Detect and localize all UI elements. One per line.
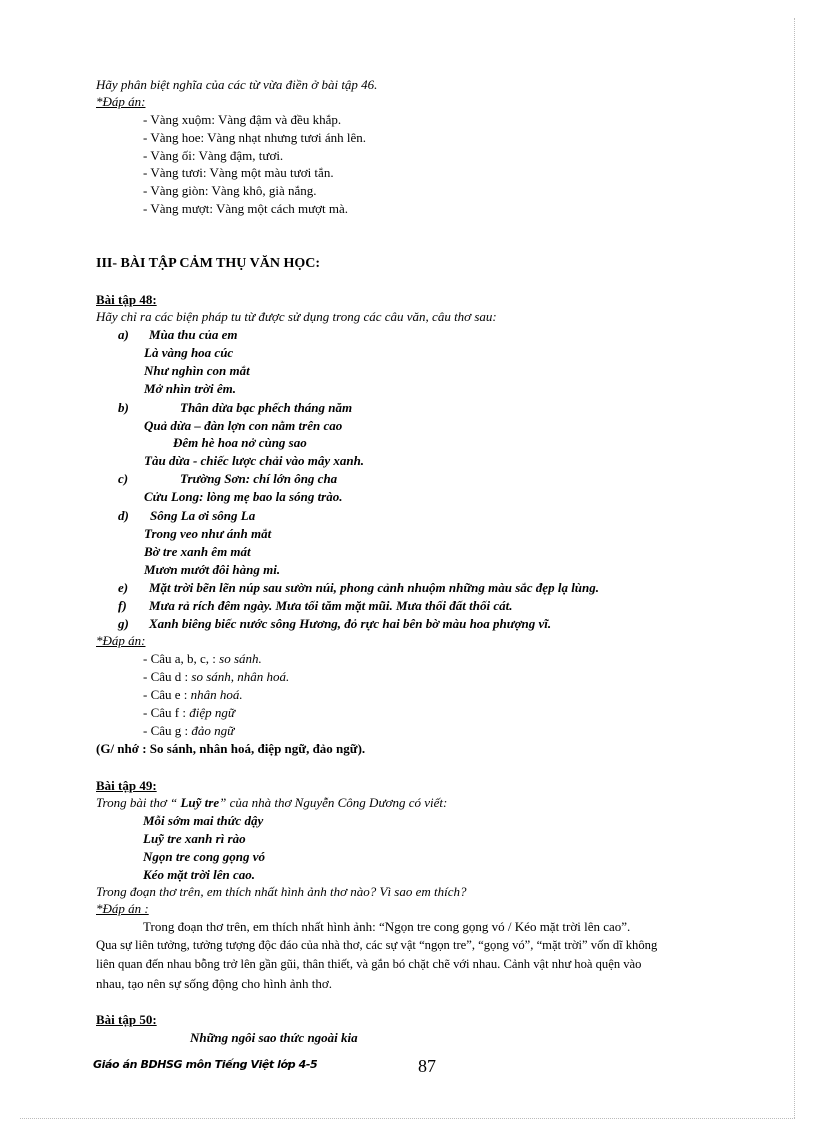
ex49-question: Trong đoạn thơ trên, em thích nhất hình ảnh thơ nào? Vì sao em thích? <box>96 884 467 899</box>
ex49-answer-line: liên quan đến nhau bỗng trở lên gần gũi, thân thiết, và gắn bó chặt chẽ với nhau. Cảnh vật như hoà quện vào <box>96 957 642 971</box>
poem-line: Mươn mướt đôi hàng mi. <box>144 562 281 577</box>
ex49-prompt: Trong bài thơ “ Luỹ tre” của nhà thơ Nguyễn Công Dương có viết: <box>96 795 448 810</box>
poem-line: Đêm hè hoa nở cùng sao <box>173 435 307 450</box>
intro-answer-item: - Vàng mượt: Vàng một cách mượt mà. <box>143 201 348 216</box>
poem-line: Như nghìn con mắt <box>144 363 250 378</box>
poem-line: Ngọn tre cong gọng vó <box>143 849 266 864</box>
ex48-label-a: a) <box>118 327 129 342</box>
poem-line: Tàu dừa - chiếc lược chải vào mây xanh. <box>144 453 365 468</box>
ex49-answer-line: Qua sự liên tưởng, tưởng tượng độc đáo của nhà thơ, các sự vật “ngọn tre”, “gọng vó”, “mặt trời” vốn dĩ không <box>96 938 658 952</box>
ex50-title: Bài tập 50: <box>96 1012 157 1027</box>
ex48-label-b: b) <box>118 400 129 415</box>
intro-answer-item: - Vàng ối: Vàng đậm, tươi. <box>143 148 284 163</box>
ex48-answer: - Câu a, b, c, : so sánh. <box>143 651 262 666</box>
page-border-right <box>794 18 795 1118</box>
poem-line: Kéo mặt trời lên cao. <box>143 867 256 882</box>
ex48-answer: - Câu d : so sánh, nhân hoá. <box>143 669 290 684</box>
ex48-answer-label: *Đáp án: <box>96 633 146 648</box>
poem-line: Sông La ơi sông La <box>150 508 256 523</box>
poem-line: Mỗi sớm mai thức dậy <box>143 813 264 828</box>
poem-line: Cửu Long: lòng mẹ bao la sóng trào. <box>144 489 343 504</box>
ex48-note: (G/ nhớ : So sánh, nhân hoá, điệp ngữ, đảo ngữ). <box>96 741 366 756</box>
poem-line: Quả dừa – đàn lợn con nằm trên cao <box>144 418 343 433</box>
ex48-prompt: Hãy chỉ ra các biện pháp tu từ được sử dụng trong các câu văn, câu thơ sau: <box>96 309 497 324</box>
intro-answer-item: - Vàng tươi: Vàng một màu tươi tắn. <box>143 165 334 180</box>
page-border-bottom <box>20 1118 795 1119</box>
intro-answer-label: *Đáp án: <box>96 94 146 109</box>
ex48-label-d: d) <box>118 508 129 523</box>
intro-question: Hãy phân biệt nghĩa của các từ vừa điền ở bài tập 46. <box>96 77 378 92</box>
ex48-title: Bài tập 48: <box>96 292 157 307</box>
poem-line: Trường Sơn: chí lớn ông cha <box>180 471 338 486</box>
poem-line: Mở nhìn trời êm. <box>144 381 236 396</box>
poem-line: Luỹ tre xanh rì rào <box>143 831 246 846</box>
poem-line: Thân dừa bạc phếch tháng năm <box>180 400 353 415</box>
poem-line: Là vàng hoa cúc <box>144 345 234 360</box>
sentence-g: Xanh biêng biếc nước sông Hương, đỏ rực hai bên bờ màu hoa phượng vĩ. <box>149 616 552 631</box>
footer-title: Giáo án BDHSG môn Tiếng Việt lớp 4-5 <box>93 1058 318 1071</box>
intro-answer-item: - Vàng hoe: Vàng nhạt nhưng tươi ánh lên. <box>143 130 367 145</box>
poem-line: Những ngôi sao thức ngoài kia <box>190 1030 358 1045</box>
page-number: 87 <box>418 1056 436 1076</box>
poem-line: Trong veo như ánh mắt <box>144 526 272 541</box>
ex48-label-f: f) <box>118 598 127 613</box>
intro-answer-item: - Vàng xuộm: Vàng đậm và đều khắp. <box>143 112 342 127</box>
ex48-answer: - Câu f : điệp ngữ <box>143 705 235 720</box>
intro-answer-item: - Vàng giòn: Vàng khô, già nắng. <box>143 183 317 198</box>
ex48-label-c: c) <box>118 471 129 486</box>
poem-line: Bờ tre xanh êm mát <box>144 544 251 559</box>
ex49-answer-label: *Đáp án : <box>96 901 149 916</box>
ex48-answer: - Câu e : nhân hoá. <box>143 687 243 702</box>
ex48-answer: - Câu g : đảo ngữ <box>143 723 235 738</box>
ex49-title: Bài tập 49: <box>96 778 157 793</box>
ex49-answer-line: Trong đoạn thơ trên, em thích nhất hình ảnh: “Ngọn tre cong gọng vó / Kéo mặt trời lên cao”. <box>143 919 631 934</box>
poem-line: Mùa thu của em <box>149 327 238 342</box>
sentence-e: Mặt trời bẽn lẽn núp sau sườn núi, phong cảnh nhuộm những màu sắc đẹp lạ lùng. <box>149 580 600 595</box>
section-heading: III- BÀI TẬP CẢM THỤ VĂN HỌC: <box>96 256 321 271</box>
ex48-label-e: e) <box>118 580 129 595</box>
ex49-answer-line: nhau, tạo nên sự sống động cho hình ảnh thơ. <box>96 976 332 991</box>
sentence-f: Mưa rả rích đêm ngày. Mưa tối tăm mặt mũi. Mưa thối đất thối cát. <box>149 598 513 613</box>
ex48-label-g: g) <box>118 616 129 631</box>
